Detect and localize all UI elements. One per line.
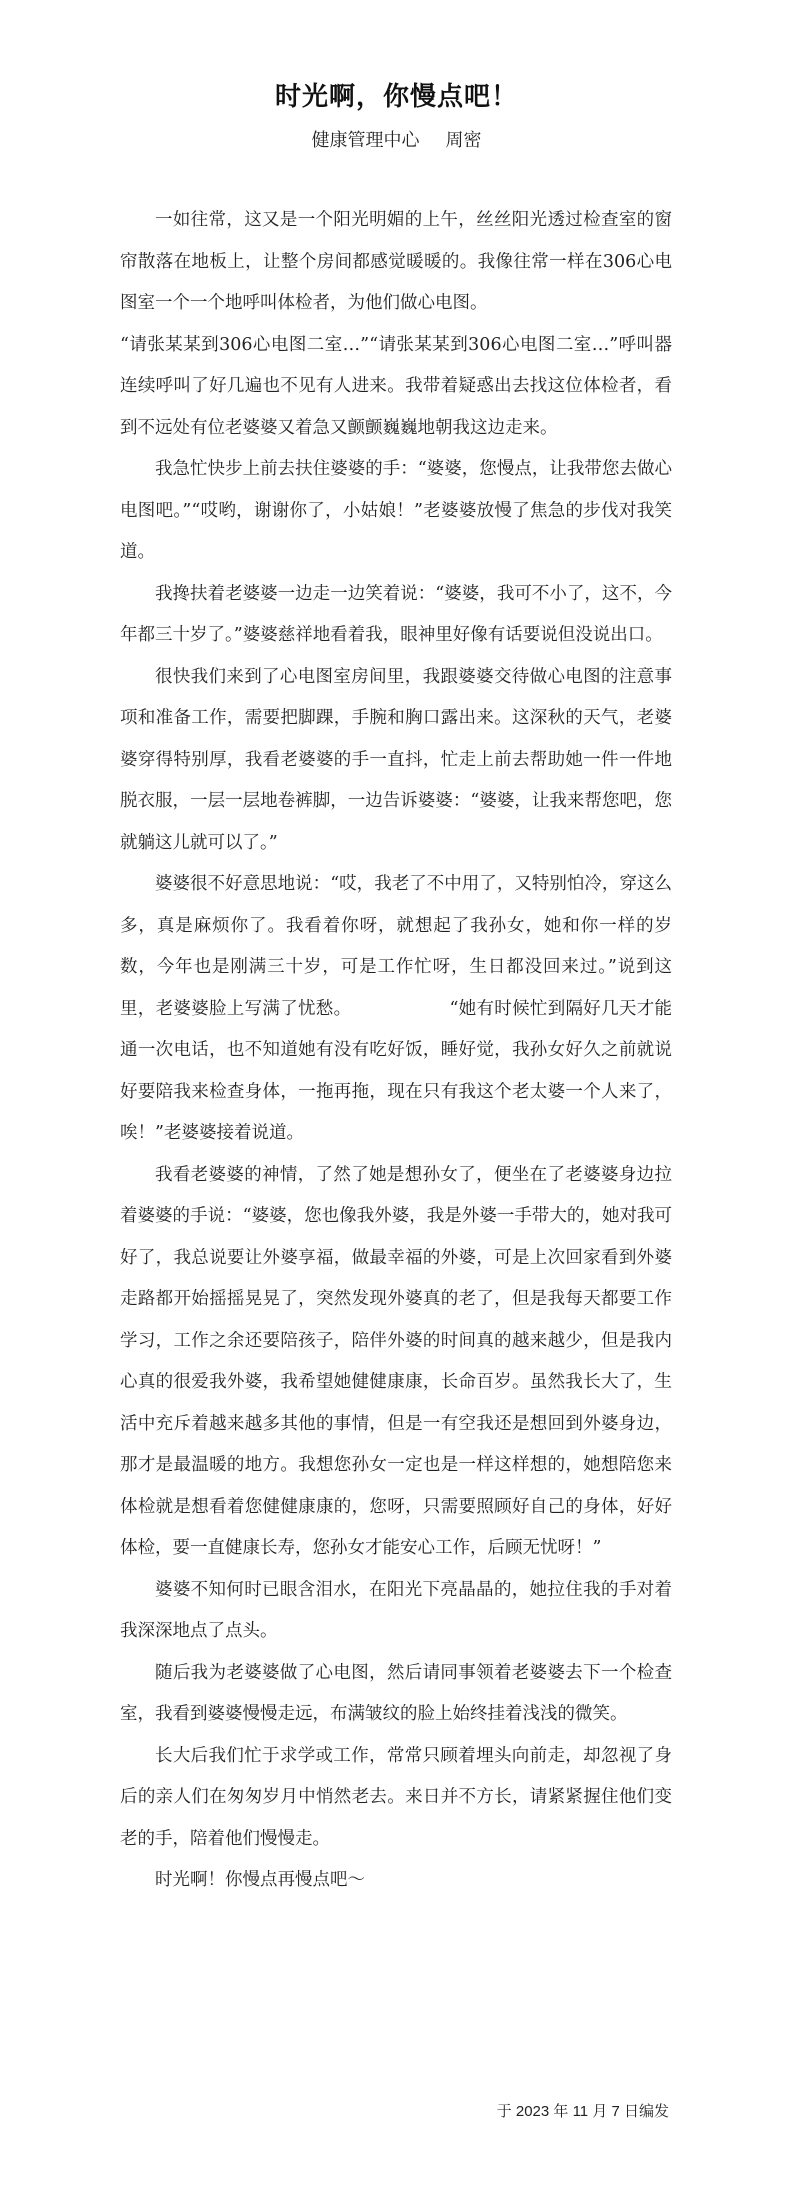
paragraph: 很快我们来到了心电图室房间里，我跟婆婆交待做心电图的注意事项和准备工作，需要把脚踝，手腕和胸口露出来。这深秋的天气，老婆婆穿得特别厚，我看老婆婆的手一直抖，忙走上前去帮助她一件一件地脱衣服，一层一层地卷裤脚，一边告诉婆婆：“婆婆，让我来帮您吧，您就躺这儿就可以了。”	[120, 666, 672, 853]
paragraph: 婆婆不知何时已眼含泪水，在阳光下亮晶晶的，她拉住我的手对着我深深地点了点头。	[120, 1579, 672, 1641]
author-name: 周密	[445, 130, 482, 151]
article-body	[120, 200, 672, 1902]
byline	[0, 126, 793, 152]
author-department: 健康管理中心	[311, 130, 420, 151]
publish-date: 于 2023 年 11 月 7 日编发	[496, 2103, 669, 2120]
paragraph: 我看老婆婆的神情，了然了她是想孙女了，便坐在了老婆婆身边拉着婆婆的手说：“婆婆，您也像我外婆，我是外婆一手带大的，她对我可好了，我总说要让外婆享福，做最幸福的外婆，可是上次回家看到外婆走路都开始摇摇晃晃了，突然发现外婆真的老了，但是我每天都要工作学习，工作之余还要陪孩子，陪伴外婆的时间真的越来越少，但是我内心真的很爱我外婆，我希望她健健康康，长命百岁。虽然我长大了，生活中充斥着越来越多其他的事情，但是一有空我还是想回到外婆身边，那才是最温暖的地方。我想您孙女一定也是一样这样想的，她想陪您来体检就是想看着您健健康康的，您呀，只需要照顾好自己的身体，好好体检，要一直健康长寿，您孙女才能安心工作，后顾无忧呀！”	[120, 1164, 672, 1558]
paragraph: 我急忙快步上前去扶住婆婆的手：“婆婆，您慢点，让我带您去做心电图吧。”“哎哟，谢谢你了，小姑娘！”老婆婆放慢了焦急的步伐对我笑道。	[120, 459, 672, 562]
paragraph: 一如往常，这又是一个阳光明媚的上午，丝丝阳光透过检查室的窗帘散落在地板上，让整个房间都感觉暖暖的。我像往常一样在306心电图室一个一个地呼叫体检者，为他们做心电图。	[120, 210, 672, 313]
paragraph: 随后我为老婆婆做了心电图，然后请同事领着老婆婆去下一个检查室，我看到婆婆慢慢走远，布满皱纹的脸上始终挂着浅浅的微笑。	[120, 1662, 672, 1724]
paragraph: “请张某某到306心电图二室…”“请张某某到306心电图二室…”呼叫器连续呼叫了好几遍也不见有人进来。我带着疑惑出去找这位体检者，看到不远处有位老婆婆又着急又颤颤巍巍地朝我这边走来。	[120, 334, 672, 438]
paragraph: 时光啊！你慢点再慢点吧～	[155, 1870, 365, 1890]
paragraph: 长大后我们忙于求学或工作，常常只顾着埋头向前走，却忽视了身后的亲人们在匆匆岁月中悄然老去。来日并不方长，请紧紧握住他们变老的手，陪着他们慢慢走。	[120, 1745, 672, 1849]
paragraph: 我搀扶着老婆婆一边走一边笑着说：“婆婆，我可不小了，这不，今年都三十岁了。”婆婆慈祥地看着我，眼神里好像有话要说但没说出口。	[120, 583, 672, 645]
paragraph: 婆婆很不好意思地说：“哎，我老了不中用了，又特别怕冷，穿这么多，真是麻烦你了。我看着你呀，就想起了我孙女，她和你一样的岁数，今年也是刚满三十岁，可是工作忙呀，生日都没回来过。”说到这里，老婆婆脸上写满了忧愁。 “她有时候忙到隔好几天才能通一次电话，也不知道她有没有吃好饭，睡好觉，我孙女好久之前就说好要陪我来检查身体，一拖再拖，现在只有我这个老太婆一个人来了，唉！”老婆婆接着说道。	[120, 874, 672, 1143]
article-title: 时光啊，你慢点吧！	[274, 82, 518, 112]
